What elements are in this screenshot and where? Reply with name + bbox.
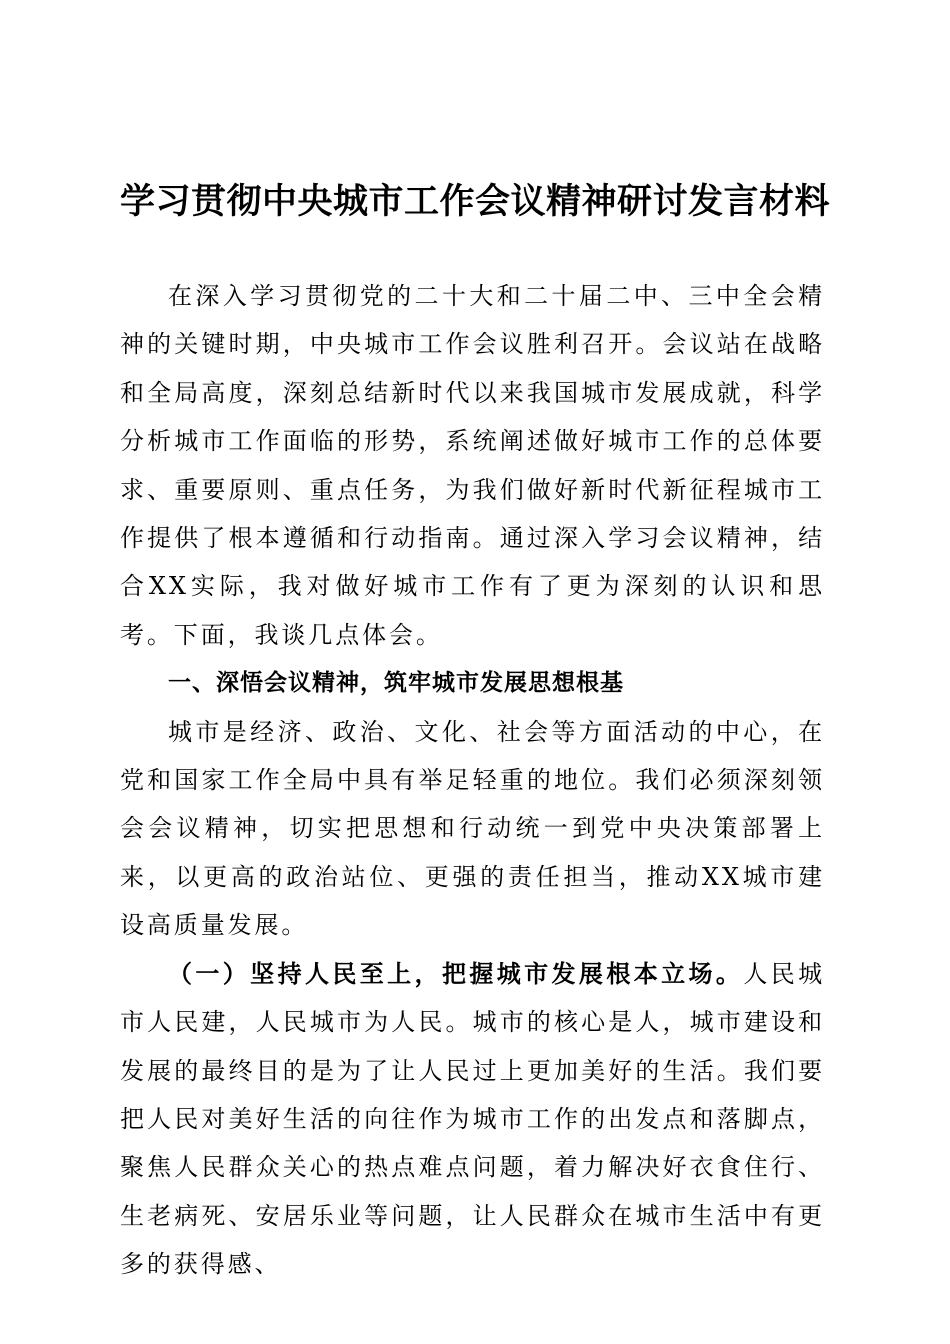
subsection-1-lead: （一）坚持人民至上，把握城市发展根本立场。 <box>168 958 744 988</box>
intro-paragraph: 在深入学习贯彻党的二十大和二十届二中、三中全会精神的关键时期，中央城市工作会议胜利召开。会议站在战略和全局高度，深刻总结新时代以来我国城市发展成就，科学分析城市工作面临的形势，系统阐述做好城市工作的总体要求、重要原则、重点任务，为我们做好新时代新征程城市工作提供了根本遵循和行动指南。通过深入学习会议精神，结合XX实际，我对做好城市工作有了更为深刻的认识和思考。下面，我谈几点体会。 <box>120 282 825 649</box>
subsection-1-paragraph <box>120 950 825 1289</box>
subsection-1-text: 人民城市人民建，人民城市为人民。城市的核心是人，城市建设和发展的最终目的是为了让人民过上更加美好的生活。我们要把人民对美好生活的向往作为城市工作的出发点和落脚点，聚焦人民群众关心的热点难点问题，着力解决好衣食住行、生老病死、安居乐业等问题，让人民群众在城市生活中有更多的获得感、 <box>120 959 826 1279</box>
section-1-paragraph: 城市是经济、政治、文化、社会等方面活动的中心，在党和国家工作全局中具有举足轻重的地位。我们必须深刻领会会议精神，切实把思想和行动统一到党中央决策部署上来，以更高的政治站位、更强的责任担当，推动XX城市建设高质量发展。 <box>120 717 825 940</box>
section-heading-1: 一、深悟会议精神，筑牢城市发展思想根基 <box>168 670 624 697</box>
document-body <box>120 272 825 1289</box>
document-title: 学习贯彻中央城市工作会议精神研讨发言材料 <box>119 181 830 222</box>
